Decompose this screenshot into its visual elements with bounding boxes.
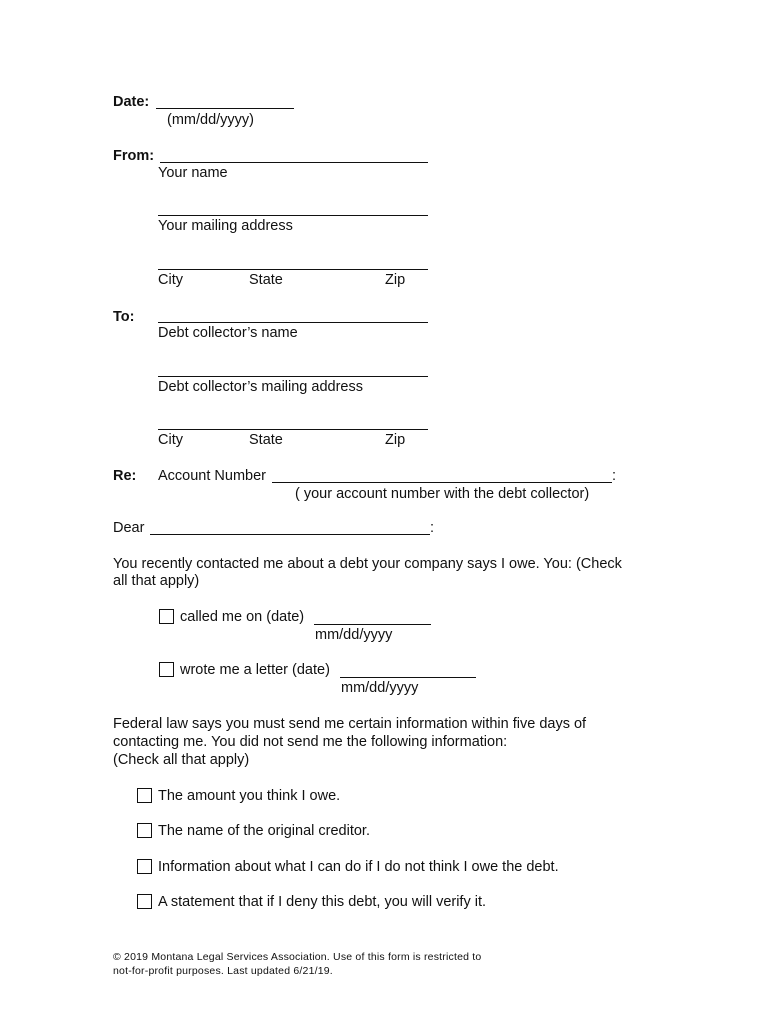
sender-name-field[interactable] bbox=[160, 162, 428, 163]
dispute-info-checkbox[interactable] bbox=[137, 859, 152, 874]
account-number-label: Account Number bbox=[158, 468, 266, 484]
law-line-3: (Check all that apply) bbox=[113, 752, 250, 768]
date-field[interactable] bbox=[156, 108, 294, 109]
letter-date-field[interactable] bbox=[340, 677, 476, 678]
letter-date-hint: mm/dd/yyyy bbox=[341, 680, 419, 696]
copyright-line-1: © 2019 Montana Legal Services Association. Use of this form is restricted to bbox=[113, 951, 482, 963]
collector-address-field[interactable] bbox=[158, 376, 428, 377]
collector-state-caption: State bbox=[249, 432, 283, 448]
to-label: To: bbox=[113, 309, 135, 325]
salutation-name-field[interactable] bbox=[150, 534, 430, 535]
collector-address-caption: Debt collector’s mailing address bbox=[158, 379, 363, 395]
amount-label: The amount you think I owe. bbox=[158, 788, 341, 804]
account-number-field[interactable] bbox=[272, 482, 612, 483]
sender-address-caption: Your mailing address bbox=[158, 218, 293, 234]
intro-line-2: all that apply) bbox=[113, 573, 200, 589]
law-line-2: contacting me. You did not send me the following information: bbox=[113, 734, 508, 750]
collector-zip-caption: Zip bbox=[385, 432, 406, 448]
letter-checkbox[interactable] bbox=[159, 662, 174, 677]
sender-address-field[interactable] bbox=[158, 215, 428, 216]
account-number-hint: ( your account number with the debt collector) bbox=[295, 486, 590, 502]
called-date-hint: mm/dd/yyyy bbox=[315, 627, 393, 643]
intro-line-1: You recently contacted me about a debt your company says I owe. You: (Check bbox=[113, 556, 622, 572]
amount-checkbox[interactable] bbox=[137, 788, 152, 803]
dear-label: Dear bbox=[113, 520, 145, 536]
date-label: Date: bbox=[113, 94, 150, 110]
sender-zip-caption: Zip bbox=[385, 272, 406, 288]
law-line-1: Federal law says you must send me certain information within five days of bbox=[113, 716, 587, 732]
collector-city-caption: City bbox=[158, 432, 183, 448]
from-label: From: bbox=[113, 148, 155, 164]
sender-state-caption: State bbox=[249, 272, 283, 288]
verify-statement-label: A statement that if I deny this debt, you will verify it. bbox=[158, 894, 487, 910]
called-label: called me on (date) bbox=[180, 609, 305, 625]
re-label: Re: bbox=[113, 468, 137, 484]
sender-city-caption: City bbox=[158, 272, 183, 288]
called-checkbox[interactable] bbox=[159, 609, 174, 624]
called-date-field[interactable] bbox=[314, 624, 431, 625]
sender-city-state-zip-field[interactable] bbox=[158, 269, 428, 270]
collector-name-field[interactable] bbox=[158, 322, 428, 323]
collector-name-caption: Debt collector’s name bbox=[158, 325, 298, 341]
letter-label: wrote me a letter (date) bbox=[180, 662, 330, 678]
salutation-colon: : bbox=[430, 520, 435, 536]
account-number-colon: : bbox=[612, 468, 617, 484]
copyright-line-2: not-for-profit purposes. Last updated 6/21/19. bbox=[113, 965, 333, 977]
date-format-hint: (mm/dd/yyyy) bbox=[167, 112, 254, 128]
sender-name-caption: Your name bbox=[158, 165, 228, 181]
creditor-label: The name of the original creditor. bbox=[158, 823, 370, 839]
verify-statement-checkbox[interactable] bbox=[137, 894, 152, 909]
creditor-checkbox[interactable] bbox=[137, 823, 152, 838]
collector-city-state-zip-field[interactable] bbox=[158, 429, 428, 430]
dispute-info-label: Information about what I can do if I do not think I owe the debt. bbox=[158, 859, 559, 875]
